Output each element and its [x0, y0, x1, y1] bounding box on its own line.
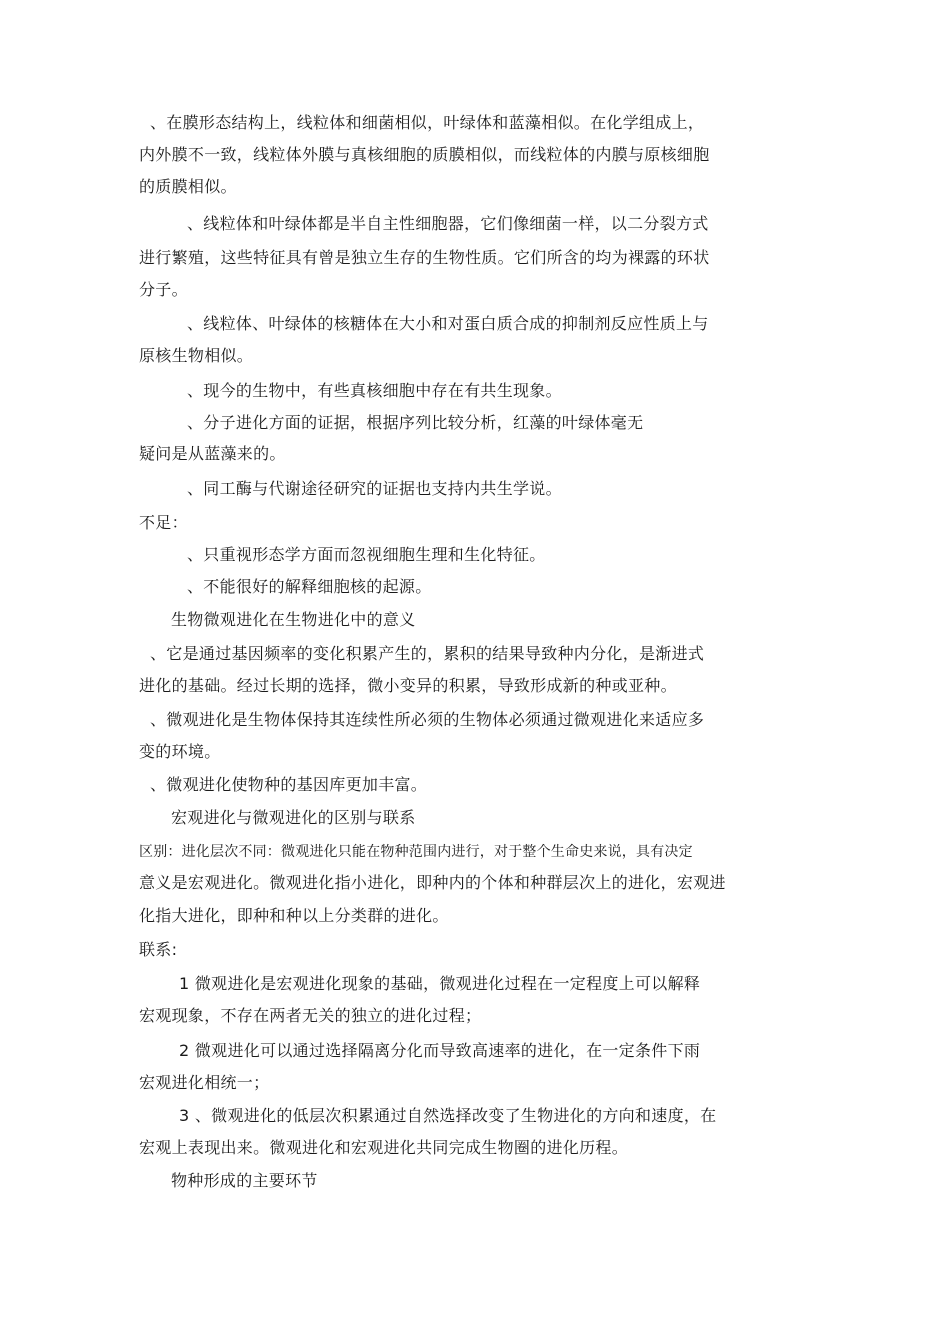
text-line: 原核生物相似。	[139, 346, 254, 365]
text-line: 的质膜相似。	[139, 177, 237, 196]
text-line: 进化的基础。经过长期的选择，微小变异的积累，导致形成新的种或亚种。	[139, 676, 677, 695]
text-line: 宏观进化相统一；	[139, 1073, 270, 1092]
text-line: 疑问是从蓝藻来的。	[139, 444, 286, 463]
text-line: 2 微观进化可以通过选择隔离分化而导致高速率的进化，在一定条件下雨	[179, 1041, 701, 1060]
text-line: 化指大进化，即种和种以上分类群的进化。	[139, 906, 449, 925]
text-line: 、只重视形态学方面而忽视细胞生理和生化特征。	[187, 545, 546, 564]
section-heading: 宏观进化与微观进化的区别与联系	[171, 808, 416, 827]
text-line: 3 、微观进化的低层次积累通过自然选择改变了生物进化的方向和速度，在	[179, 1106, 717, 1125]
text-line: 、现今的生物中，有些真核细胞中存在有共生现象。	[187, 381, 562, 400]
text-line: 、分子进化方面的证据，根据序列比较分析，红藻的叶绿体毫无	[187, 413, 644, 432]
section-heading: 生物微观进化在生物进化中的意义	[171, 610, 416, 629]
text-line: 、微观进化是生物体保持其连续性所必须的生物体必须通过微观进化来适应多	[150, 710, 705, 729]
text-line: 、同工酶与代谢途径研究的证据也支持内共生学说。	[187, 479, 562, 498]
text-line: 、不能很好的解释细胞核的起源。	[187, 577, 432, 596]
text-line: 、线粒体、叶绿体的核糖体在大小和对蛋白质合成的抑制剂反应性质上与	[187, 314, 709, 333]
text-line: 、在膜形态结构上，线粒体和细菌相似，叶绿体和蓝藻相似。在化学组成上，	[150, 113, 705, 132]
text-line: 1 微观进化是宏观进化现象的基础，微观进化过程在一定程度上可以解释	[179, 974, 701, 993]
text-line: 分子。	[139, 280, 188, 299]
text-line: 宏观现象，不存在两者无关的独立的进化过程；	[139, 1006, 482, 1025]
text-line: 内外膜不一致，线粒体外膜与真核细胞的质膜相似，而线粒体的内膜与原核细胞	[139, 145, 710, 164]
text-line: 变的环境。	[139, 742, 221, 761]
section-heading: 物种形成的主要环节	[171, 1171, 318, 1190]
section-label: 联系:	[139, 940, 178, 959]
text-line: 意义是宏观进化。微观进化指小进化，即种内的个体和种群层次上的进化，宏观进	[139, 873, 726, 892]
text-line: 、线粒体和叶绿体都是半自主性细胞器，它们像细菌一样，以二分裂方式	[187, 214, 709, 233]
text-line: 、微观进化使物种的基因库更加丰富。	[150, 775, 428, 794]
section-label: 不足：	[139, 513, 188, 532]
text-line: 区别：进化层次不同：微观进化只能在物种范围内进行，对于整个生命史来说，具有决定	[139, 844, 693, 860]
text-line: 、它是通过基因频率的变化积累产生的，累积的结果导致种内分化，是渐进式	[150, 644, 705, 663]
text-line: 宏观上表现出来。微观进化和宏观进化共同完成生物圈的进化历程。	[139, 1138, 629, 1157]
text-line: 进行繁殖，这些特征具有曾是独立生存的生物性质。它们所含的均为裸露的环状	[139, 248, 710, 267]
